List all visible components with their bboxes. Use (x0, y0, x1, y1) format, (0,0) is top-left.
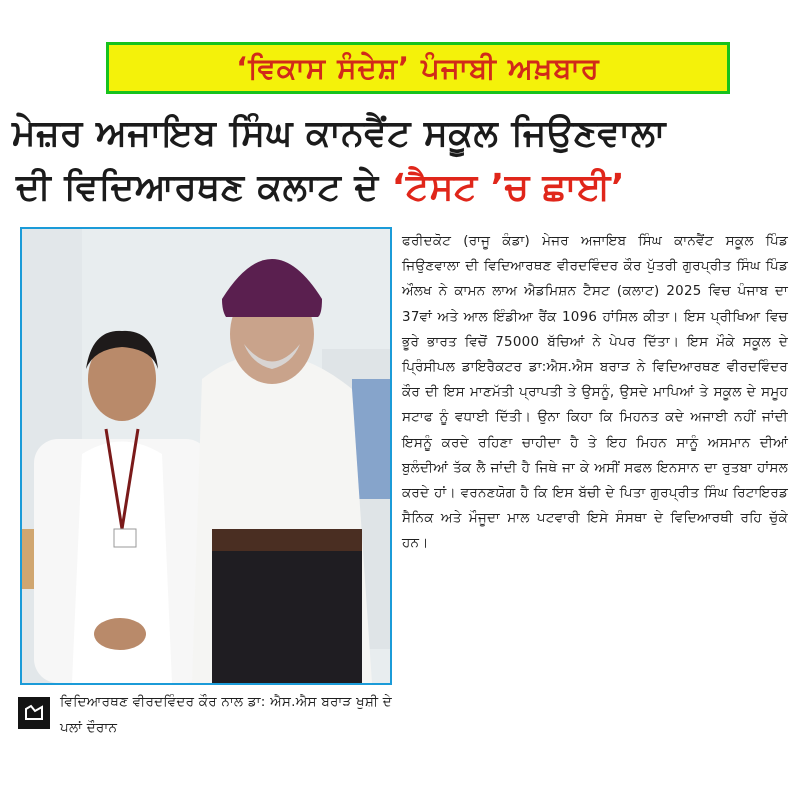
headline-line-2-text: ਦੀ ਵਿਦਿਆਰਥਣ ਕਲਾਟ ਦੇ (16, 167, 379, 208)
newspaper-banner-text: ‘ਵਿਕਾਸ ਸੰਦੇਸ਼’ ਪੰਜਾਬੀ ਅਖ਼ਬਾਰ (236, 50, 600, 85)
camera-icon-glyph (23, 702, 45, 724)
article-paragraph: ਫਰੀਦਕੋਟ (ਰਾਜੂ ਕੰਡਾ) ਮੇਜਰ ਅਜਾਇਬ ਸਿੰਘ ਕਾਨਵੈਂਟ ਸਕੂਲ ਪਿੰਡ ਜਿਉਣਵਾਲਾ ਦੀ ਵਿਦਿਆਰਥਣ ਵੀਰਦਵਿੰਦਰ ਕੌਰ ਪੁੱਤਰੀ ਗੁਰਪ੍ਰੀਤ ਸਿੰਘ ਪਿੰਡ ਔਲਖ ਨੇ ਕਾਮਨ ਲਾਅ ਐਡਮਿਸ਼ਨ ਟੈਸਟ (ਕਲਾਟ) 2025 ਵਿਚ ਪੰਜਾਬ ਦਾ 37ਵਾਂ ਅਤੇ ਆਲ ਇੰਡੀਆ ਰੈਂਕ 1096 ਹਾਂਸਿਲ ਕੀਤਾ। ਇਸ ਪ੍ਰੀਖਿਆ ਵਿਚ ਭੂਰੇ ਭਾਰਤ ਵਿਚੋਂ 75000 ਬੱਚਿਆਂ ਨੇ ਪੇਪਰ ਦਿੱਤਾ। ਇਸ ਮੌਕੇ ਸਕੂਲ ਦੇ ਪ੍ਰਿੰਸੀਪਲ ਡਾਇਰੈਕਟਰ ਡਾ:ਐਸ.ਐਸ ਬਰਾੜ ਨੇ ਵਿਦਿਆਰਥਣ ਵੀਰਦਵਿੰਦਰ ਕੌਰ ਦੀ ਇਸ ਮਾਣਮੱਤੀ ਪ੍ਰਾਪਤੀ ਤੇ ਉਸਨੂੰ, ਉਸਦੇ ਮਾਪਿਆਂ ਤੇ ਸਕੂਲ ਦੇ ਸਮੂਹ ਸਟਾਫ ਨੂੰ ਵਧਾਈ ਦਿੱਤੀ। ਉਨਾ ਕਿਹਾ ਕਿ ਮਿਹਨਤ ਕਦੇ ਅਜਾਈ ਨਹੀਂ ਜਾਂਦੀ ਇਸਨੂੰ ਕਰਦੇ ਰਹਿਣਾ ਚਾਹੀਦਾ ਹੈ ਤੇ ਇਹ ਮਿਹਨ ਸਾਨੂੰ ਅਸਮਾਨ ਦੀਆਂ ਬੁਲੰਦੀਆਂ ਤੱਕ ਲੈ ਜਾਂਦੀ ਹੈ ਜਿਥੇ ਜਾ ਕੇ ਅਸੀਂ ਸਫਲ ਇਨਸਾਨ ਦਾ ਰੁਤਬਾ ਹਾਂਸਲ ਕਰਦੇ ਹਾਂ। ਵਰਨਣਯੋਗ ਹੈ ਕਿ ਇਸ ਬੱਚੀ ਦੇ ਪਿਤਾ ਗੁਰਪ੍ਰੀਤ ਸਿੰਘ ਰਿਟਾਇਰਡ ਸੈਨਿਕ ਅਤੇ ਮੌਜੂਦਾ ਮਾਲ ਪਟਵਾਰੀ ਇਸੇ ਸੰਸਥਾ ਦੇ ਵਿਦਿਆਰਥੀ ਰਹਿ ਚੁੱਕੇ ਹਨ। (402, 234, 788, 552)
headline-line-1: ਮੇਜ਼ਰ ਅਜਾਇਬ ਸਿੰਘ ਕਾਨਵੈਂਟ ਸਕੂਲ ਜਿਉਣਵਾਲਾ (12, 113, 666, 154)
newspaper-banner (106, 42, 730, 94)
headline-line-2 (16, 166, 792, 210)
headline-highlight: ‘ਟੈਸਟ ’ਚ ਛਾਈ’ (391, 167, 626, 208)
news-photo (20, 227, 392, 685)
photo-caption: ਵਿਦਿਆਰਥਣ ਵੀਰਦਵਿੰਦਰ ਕੌਰ ਨਾਲ ਡਾ: ਐਸ.ਐਸ ਬਰਾੜ ਖੁਸ਼ੀ ਦੇ ਪਲਾਂ ਦੌਰਾਨ (60, 694, 393, 736)
photo-caption-block (18, 689, 396, 751)
news-photo-illustration (22, 229, 390, 683)
article-body (402, 229, 788, 557)
camera-icon (18, 697, 50, 729)
